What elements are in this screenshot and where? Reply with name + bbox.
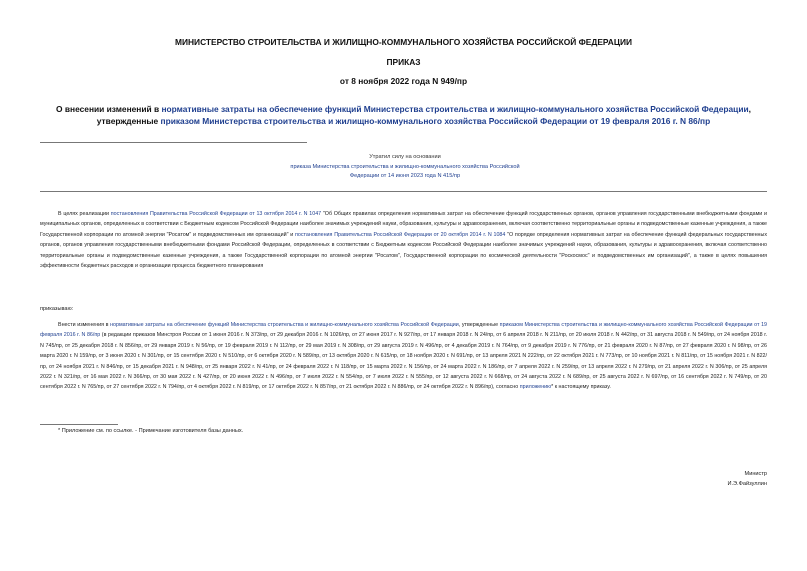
body-text-2: , утвержденные	[458, 322, 500, 328]
body-link-norms[interactable]: нормативные затраты на обеспечение функций Министерства строительства и жилищно-коммунального хозяйства Российской Федерации	[110, 322, 459, 328]
document-type: ПРИКАЗ	[386, 57, 421, 67]
ministry-heading: МИНИСТЕРСТВО СТРОИТЕЛЬСТВА И ЖИЛИЩНО-КОММУНАЛЬНОГО ХОЗЯЙСТВА РОССИЙСКОЙ ФЕДЕРАЦИИ	[175, 37, 632, 47]
signature-block	[727, 469, 767, 489]
footnote-divider	[40, 424, 118, 425]
preamble-text-2: "Об Общих правилах определения нормативных затрат на обеспечение функций государственных органов, органов управления государственными внебюджетными фондами и муниципальных органов, определенных в соответствии с Бюджетным кодексом Российской Федерации наиболее значимых учреждений науки, образования, культуры и здравоохранения, включая соответственно территориальные органы и подведомственные казенные учреждения, а также Государственной корпорации по атомной энергии "Росатом" и подведомственных им организаций" и	[40, 211, 767, 238]
status-note	[200, 153, 610, 182]
title-link-order[interactable]: приказом Министерства строительства и жилищно-коммунального хозяйства Российской Федерации от 19 февраля 2016 г. N 86/пр	[160, 116, 711, 126]
signature-position: Министр	[744, 471, 767, 477]
preamble-text-3: "О порядке определения нормативных затрат на обеспечение функций федеральных государственных органов, органов управления государственными внебюджетными фондами Российской Федерации, определенных в соответствии с Бюджетным кодексом Российской Федерации наиболее значимых учреждений науки, образования, культуры и здравоохранения, включая соответственно территориальные органы и подведомственные казенные учреждения, а также Государственной корпорации по атомной энергии "Росатом", Государственной корпорации по космической деятельности "Роскосмос" и подведомственных им организаций", а также в целях повышения эффективности бюджетных расходов и организации процесса бюджетного планирования	[40, 231, 767, 270]
document-date-number: от 8 ноября 2022 года N 949/пр	[339, 76, 468, 86]
footnote: * Приложение см. по ссылке. - Примечание изготовителя базы данных.	[58, 428, 244, 434]
title-text-2: , утвержденные	[96, 104, 751, 126]
preamble-paragraph	[40, 209, 767, 271]
body-paragraph	[40, 320, 767, 393]
body-link-appendix[interactable]: приложению	[519, 384, 552, 391]
signature-name: И.Э.Файзуллин	[727, 481, 767, 487]
body-text-4: * к настоящему приказу.	[551, 384, 611, 391]
document-title	[40, 103, 767, 127]
body-link-order[interactable]: приказом Министерства строительства и жилищно-коммунального хозяйства Российской Федерации от 19 февраля 2016 г. N 86/пр	[40, 322, 768, 339]
preamble-link-1047[interactable]: постановления Правительства Российской Федерации от 13 октября 2014 г. N 1047	[110, 211, 322, 217]
preamble-link-1084[interactable]: постановления Правительства Российской Федерации от 20 октября 2014 г. N 1084	[294, 231, 506, 238]
divider-top	[40, 142, 307, 143]
body-text-3: (в редакции приказов Минстроя России от 1 июня 2016 г. N 373/пр, от 29 декабря 2016 г. N 1026/пр, от 27 июня 2017 г. N 927/пр, от 17 января 2018 г. N 24/пр, от 6 апреля 2018 г. N 211/пр, от 20 июля 2018 г. N 442/пр, от 31 августа 2018 г. N 549/пр, от 24 ноября 2018 г. N 745/пр, от 25 декабря 2018 г. N 856/пр, от 29 января 2019 г. N 56/пр, от 19 февраля 2019 г. N 112/пр, от 29 мая 2019 г. N 308/пр, от 29 августа 2019 г. N 496/пр, от 4 декабря 2019 г. N 764/пр, от 9 декабря 2019 г. N 776/пр, от 21 февраля 2020 г. N 87/пр, от 27 февраля 2020 г. N 98/пр, от 26 марта 2020 г. N 159/пр, от 3 июня 2020 г. N 301/пр, от 15 сентября 2020 г. N 510/пр, от 6 октября 2020 г. N 589/пр, от 13 октября 2020 г. N 615/пр, от 18 ноября 2020 г. N 691/пр, от 13 апреля 2021 N 222/пр, от 22 октября 2021 г. N 773/пр, от 10 ноября 2021 г. N 811/пр, от 15 ноября 2021 г. N 822/пр, от 24 ноября 2021 г. N 846/пр, от 15 декабря 2021 г. N 948/пр, от 25 января 2022 г. N 41/пр, от 24 февраля 2022 г. N 118/пр, от 15 марта 2022 г. N 156/пр, от 24 марта 2022 г. N 186/пр, от 7 апреля 2022 г. N 259/пр, от 13 апреля 2022 г. N 279/пр, от 21 апреля 2022 г. N 306/пр, от 25 апреля 2022 г. N 321/пр, от 16 мая 2022 г. N 366/пр, от 30 мая 2022 г. N 427/пр, от 20 июня 2022 г. N 496/пр, от 7 июля 2022 г. N 554/пр, от 7 июля 2022 г. N 555/пр, от 12 августа 2022 г. N 668/пр, от 24 августа 2022 г. N 689/пр, от 25 августа 2022 г. N 697/пр, от 16 сентября 2022 г. N 749/пр, от 20 сентября 2022 г. N 765/пр, от 27 сентября 2022 г. N 794/пр, от 4 октября 2022 г. N 819/пр, от 17 октября 2022 г. N 857/пр, от 21 октября 2022 г. N 886/пр, от 24 октября 2022 г. N 896/пр), согласно	[40, 332, 767, 391]
preamble-text-1: В целях реализации	[58, 211, 111, 217]
title-text-1: О внесении изменений в	[56, 104, 162, 114]
divider-bottom	[40, 191, 767, 192]
status-note-label: Утратил силу на основании	[369, 154, 441, 160]
body-text-1: Внести изменения в	[58, 322, 111, 328]
order-word: приказываю:	[40, 306, 74, 312]
status-note-link[interactable]: приказа Министерства строительства и жилищно-коммунального хозяйства Российской Федерации от 14 июня 2023 года N 415/пр	[290, 163, 520, 179]
title-link-norms[interactable]: нормативные затраты на обеспечение функций Министерства строительства и жилищно-коммунального хозяйства Российской Федерации	[161, 104, 749, 114]
